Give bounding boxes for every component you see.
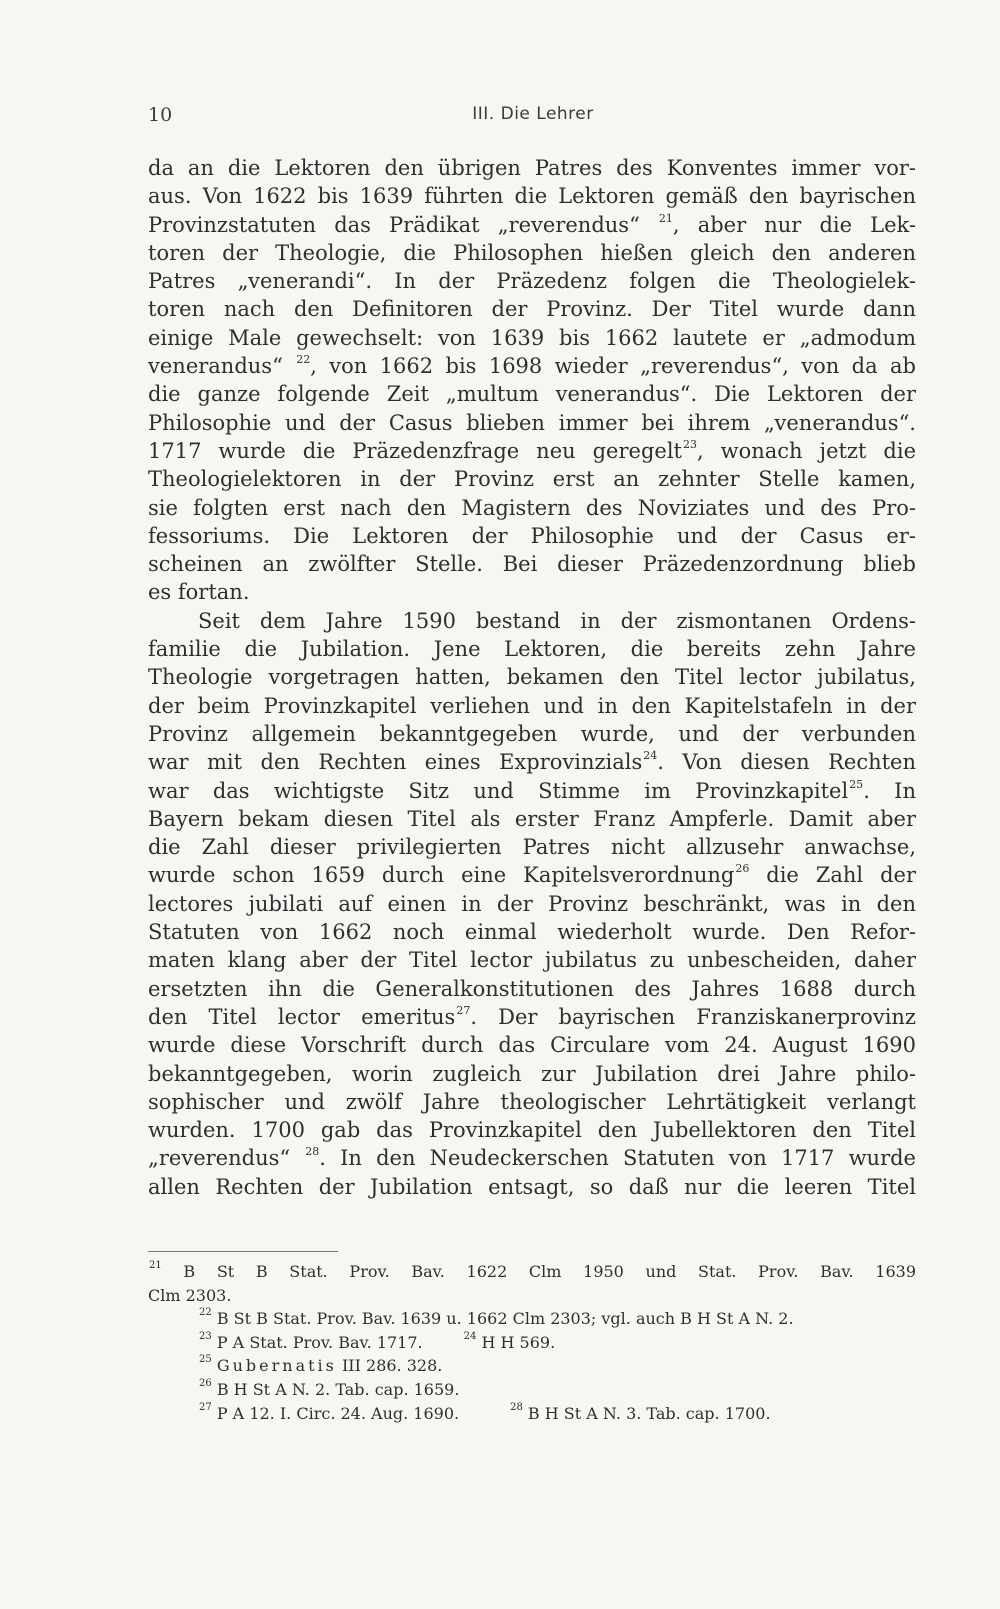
text-line: die Zahl dieser privilegierten Patres nicht allzusehr anwachse,	[148, 835, 916, 860]
running-head	[148, 104, 918, 134]
footnote-marker: 26	[735, 862, 750, 876]
footnote-23-24	[148, 1331, 916, 1355]
text-line: toren der Theologie, die Philosophen hießen gleich den anderen	[148, 240, 916, 265]
footnote-27-28	[148, 1402, 916, 1426]
text-line: es fortan.	[148, 580, 250, 605]
footnote-22: $^{22}$ B St B Stat. Prov. Bav. 1639 u. 1662 Clm 2303; vgl. auch B H St A N. 2.	[199, 1307, 794, 1329]
text-line: Statuten von 1662 noch einmal wiederholt wurde. Den Refor-	[148, 920, 916, 945]
footnote-21: $^{21}$ B St B Stat. Prov. Bav. 1622 Clm 1950 und Stat. Prov. Bav. 1639	[149, 1260, 916, 1281]
text-line: Provinzstatuten das Prädikat „reverendus“ $^{21}$, aber nur die Lek-	[148, 211, 916, 237]
text-line: maten klang aber der Titel lector jubilatus zu unbescheiden, daher	[148, 948, 916, 973]
text-line: Seit dem Jahre 1590 bestand in der zismontanen Ordens-	[198, 608, 916, 633]
footnote-marker: 23	[682, 437, 697, 451]
text-line: Philosophie und der Casus blieben immer bei ihrem „venerandus“.	[148, 410, 916, 435]
text-line: einige Male gewechselt: von 1639 bis 1662 lautete er „admodum	[148, 325, 916, 350]
text-line: venerandus“ $^{22}$, von 1662 bis 1698 wieder „reverendus“, von da ab	[148, 353, 916, 379]
text-line: wurden. 1700 gab das Provinzkapitel den Jubellektoren den Titel	[148, 1118, 916, 1143]
text-line: „reverendus“ $^{28}$. In den Neudeckerschen Statuten von 1717 wurde	[148, 1145, 916, 1171]
text-line: sie folgten erst nach den Magistern des Noviziates und des Pro-	[148, 495, 916, 520]
footnote-marker: 28	[305, 1145, 320, 1159]
text-line: aus. Von 1622 bis 1639 führten die Lektoren gemäß den bayrischen	[148, 184, 916, 209]
text-line: allen Rechten der Jubilation entsagt, so daß nur die leeren Titel	[148, 1174, 916, 1199]
footnote-marker: 22	[296, 353, 311, 367]
text-line: Provinz allgemein bekanntgegeben wurde, und der verbunden	[148, 721, 916, 746]
text-line: sophischer und zwölf Jahre theologischer Lehrtätigkeit verlangt	[148, 1089, 916, 1114]
text-line: familie die Jubilation. Jene Lektoren, die bereits zehn Jahre	[148, 637, 916, 662]
text-line: bekanntgegeben, worin zugleich zur Jubilation drei Jahre philo-	[148, 1061, 916, 1086]
footnote-marker: 25	[849, 777, 864, 791]
text-line: wurde diese Vorschrift durch das Circulare vom 24. August 1690	[148, 1033, 916, 1058]
body-text	[148, 154, 916, 1201]
footnotes	[148, 1260, 916, 1425]
text-line: toren nach den Definitoren der Provinz. Der Titel wurde dann	[148, 297, 916, 322]
text-line: war das wichtigste Sitz und Stimme im Provinzkapitel$^{25}$. In	[148, 777, 916, 803]
footnote-marker: 21	[658, 211, 673, 225]
text-line: war mit den Rechten eines Exprovinzials$^{24}$. Von diesen Rechten	[148, 749, 916, 775]
footnote-21-continuation: Clm 2303.	[148, 1285, 232, 1305]
text-line: wurde schon 1659 durch eine Kapitelsverordnung$^{26}$ die Zahl der	[148, 862, 916, 888]
text-line: da an die Lektoren den übrigen Patres des Konventes immer vor-	[148, 156, 916, 180]
footnote-24: $^{24}$ H H 569.	[463, 1330, 556, 1352]
footnote-rule	[148, 1251, 338, 1252]
footnote-27: $^{27}$ P A 12. I. Circ. 24. Aug. 1690.	[199, 1401, 460, 1423]
chapter-title: III. Die Lehrer	[472, 104, 594, 124]
text-line: der beim Provinzkapitel verliehen und in den Kapitelstafeln in der	[148, 693, 916, 718]
text-line: lectores jubilati auf einen in der Provinz beschränkt, was in den	[148, 891, 916, 916]
footnote-marker: 24	[643, 749, 658, 763]
text-line: Patres „venerandi“. In der Präzedenz folgen die Theologielek-	[148, 269, 916, 294]
text-line: scheinen an zwölfter Stelle. Bei dieser Präzedenzordnung blieb	[148, 552, 916, 577]
page-number: 10	[148, 104, 173, 126]
text-line: den Titel lector emeritus$^{27}$. Der bayrischen Franziskanerprovinz	[148, 1003, 916, 1029]
text-line: Theologie vorgetragen hatten, bekamen den Titel lector jubilatus,	[148, 665, 916, 690]
footnote-25: $^{25}$ Gubernatis III 286. 328.	[199, 1354, 443, 1376]
text-line: ersetzten ihn die Generalkonstitutionen des Jahres 1688 durch	[148, 976, 916, 1001]
text-line: 1717 wurde die Präzedenzfrage neu geregelt$^{23}$, wonach jetzt die	[148, 437, 916, 463]
footnote-marker: 27	[456, 1003, 471, 1017]
footnote-26: $^{26}$ B H St A N. 2. Tab. cap. 1659.	[199, 1377, 460, 1399]
footnote-28: $^{28}$ B H St A N. 3. Tab. cap. 1700.	[510, 1401, 771, 1423]
text-line: die ganze folgende Zeit „multum venerandus“. Die Lektoren der	[148, 382, 916, 407]
text-line: Bayern bekam diesen Titel als erster Franz Ampferle. Damit aber	[148, 806, 916, 831]
text-line: Theologielektoren in der Provinz erst an zehnter Stelle kamen,	[148, 467, 916, 492]
footnote-23: $^{23}$ P A Stat. Prov. Bav. 1717.	[199, 1330, 423, 1352]
text-line: fessoriums. Die Lektoren der Philosophie und der Casus er-	[148, 523, 916, 548]
